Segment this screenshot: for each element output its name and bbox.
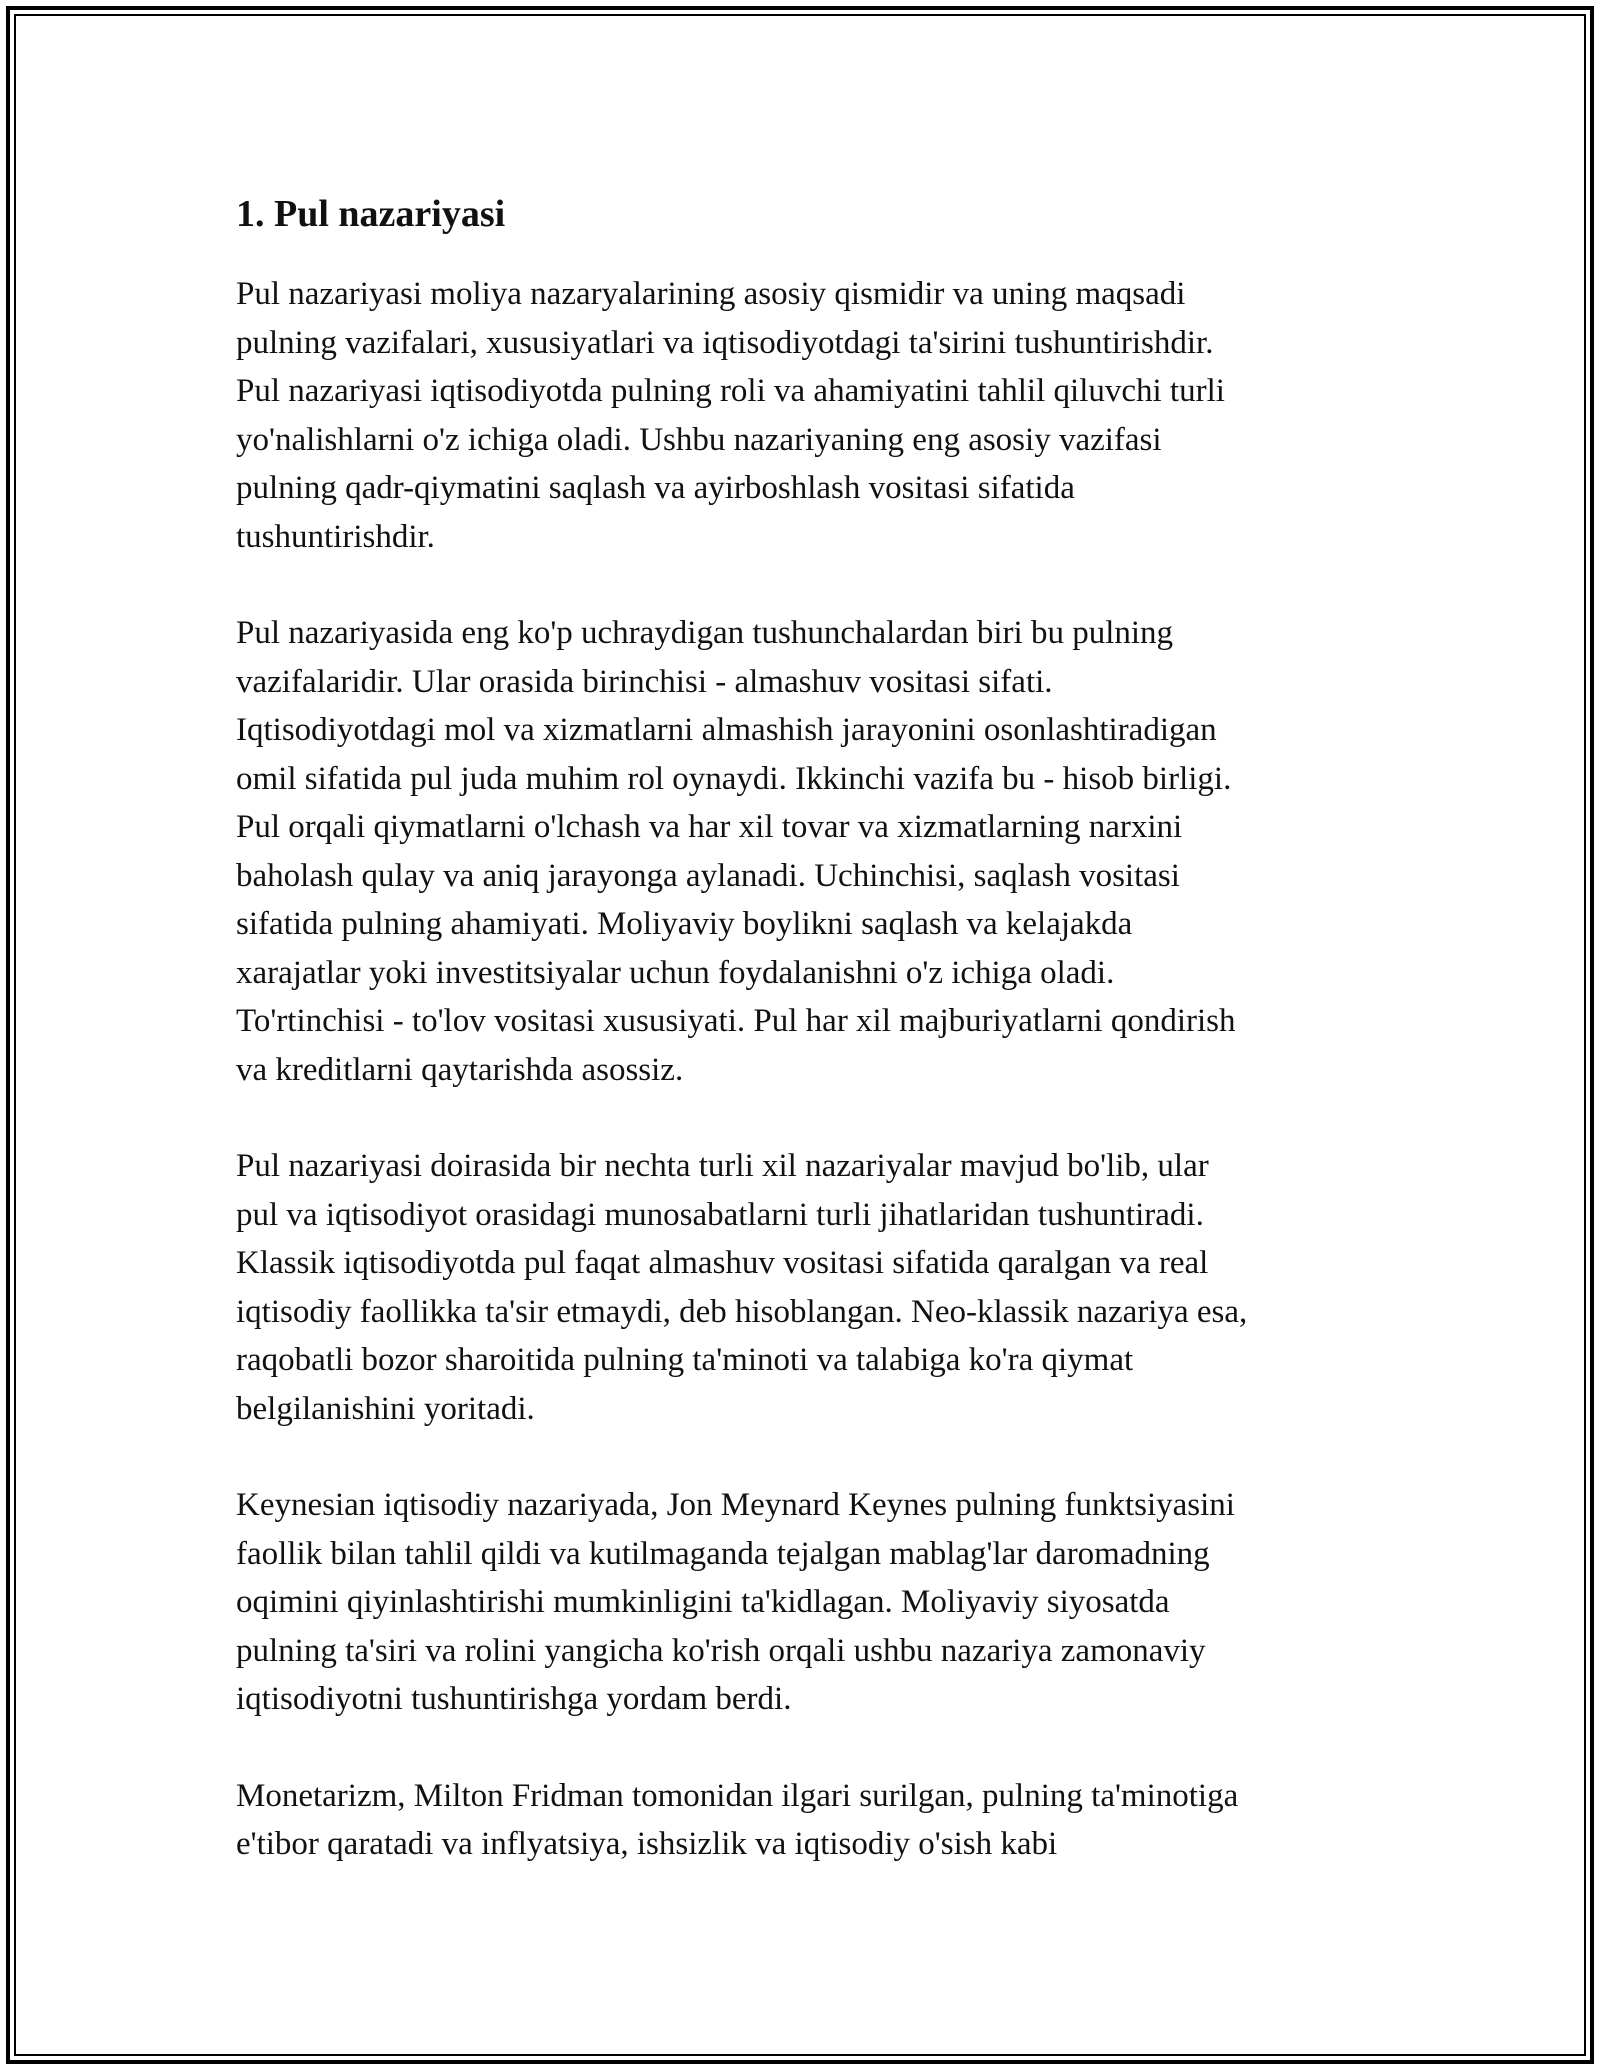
text-line: pulning vazifalari, xususiyatlari va iqtisodiyotdagi ta'sirini tushuntirishdir. <box>236 324 1214 361</box>
text-line: iqtisodiy faollikka ta'sir etmaydi, deb hisoblangan. Neo-klassik nazariya esa, <box>236 1293 1248 1330</box>
text-line: Pul nazariyasi doirasida bir nechta turli xil nazariyalar mavjud bo'lib, ular <box>236 1148 1209 1184</box>
document-body <box>236 188 1386 1917</box>
text-line: vazifalaridir. Ular orasida birinchisi - almashuv vositasi sifati. <box>236 663 1053 700</box>
text-line: Klassik iqtisodiyotda pul faqat almashuv vositasi sifatida qaralgan va real <box>236 1245 1209 1281</box>
text-line: e'tibor qaratadi va inflyatsiya, ishsizlik va iqtisodiy o'sish kabi <box>236 1826 1058 1862</box>
text-line: Pul nazariyasi moliya nazaryalarining asosiy qismidir va uning maqsadi <box>236 276 1186 312</box>
paragraph-2 <box>236 609 1386 1094</box>
paragraph-3 <box>236 1142 1386 1433</box>
section-heading: 1. Pul nazariyasi <box>236 193 506 235</box>
text-line: tushuntirishdir. <box>236 518 435 555</box>
text-line: Keynesian iqtisodiy nazariyada, Jon Meynard Keynes pulning funktsiyasini <box>236 1487 1235 1523</box>
text-line: iqtisodiyotni tushuntirishga yordam berdi. <box>236 1681 792 1717</box>
text-line: faollik bilan tahlil qildi va kutilmaganda tejalgan mablag'lar daromadning <box>236 1535 1210 1572</box>
text-line: xarajatlar yoki investitsiyalar uchun foydalanishni o'z ichiga oladi. <box>236 954 1115 991</box>
text-line: omil sifatida pul juda muhim rol oynaydi. Ikkinchi vazifa bu - hisob birligi. <box>236 760 1232 797</box>
text-line: va kreditlarni qaytarishda asossiz. <box>236 1051 684 1088</box>
text-line: pulning qadr-qiymatini saqlash va ayirboshlash vositasi sifatida <box>236 470 1075 506</box>
text-line: pul va iqtisodiyot orasidagi munosabatlarni turli jihatlaridan tushuntiradi. <box>236 1196 1204 1233</box>
text-line: Pul orqali qiymatlarni o'lchash va har xil tovar va xizmatlarning narxini <box>236 809 1183 845</box>
text-line: Monetarizm, Milton Fridman tomonidan ilgari surilgan, pulning ta'minotiga <box>236 1777 1239 1814</box>
text-line: oqimini qiyinlashtirishi mumkinligini ta'kidlagan. Moliyaviy siyosatda <box>236 1584 1170 1620</box>
text-line: yo'nalishlarni o'z ichiga oladi. Ushbu nazariyaning eng asosiy vazifasi <box>236 421 1162 458</box>
text-line: Pul nazariyasi iqtisodiyotda pulning roli va ahamiyatini tahlil qiluvchi turli <box>236 373 1225 409</box>
paragraph-4 <box>236 1481 1386 1724</box>
text-line: sifatida pulning ahamiyati. Moliyaviy boylikni saqlash va kelajakda <box>236 906 1133 942</box>
text-line: baholash qulay va aniq jarayonga aylanadi. Uchinchisi, saqlash vositasi <box>236 857 1180 894</box>
text-line: pulning ta'siri va rolini yangicha ko'rish orqali ushbu nazariya zamonaviy <box>236 1632 1206 1669</box>
paragraph-1 <box>236 270 1386 561</box>
text-line: Pul nazariyasida eng ko'p uchraydigan tushunchalardan biri bu pulning <box>236 615 1174 651</box>
text-line: belgilanishini yoritadi. <box>236 1390 535 1427</box>
text-line: Iqtisodiyotdagi mol va xizmatlarni almashish jarayonini osonlashtiradigan <box>236 712 1217 748</box>
text-line: raqobatli bozor sharoitida pulning ta'minoti va talabiga ko'ra qiymat <box>236 1342 1134 1378</box>
paragraph-5 <box>236 1772 1386 1869</box>
text-line: To'rtinchisi - to'lov vositasi xususiyati. Pul har xil majburiyatlarni qondirish <box>236 1003 1236 1039</box>
